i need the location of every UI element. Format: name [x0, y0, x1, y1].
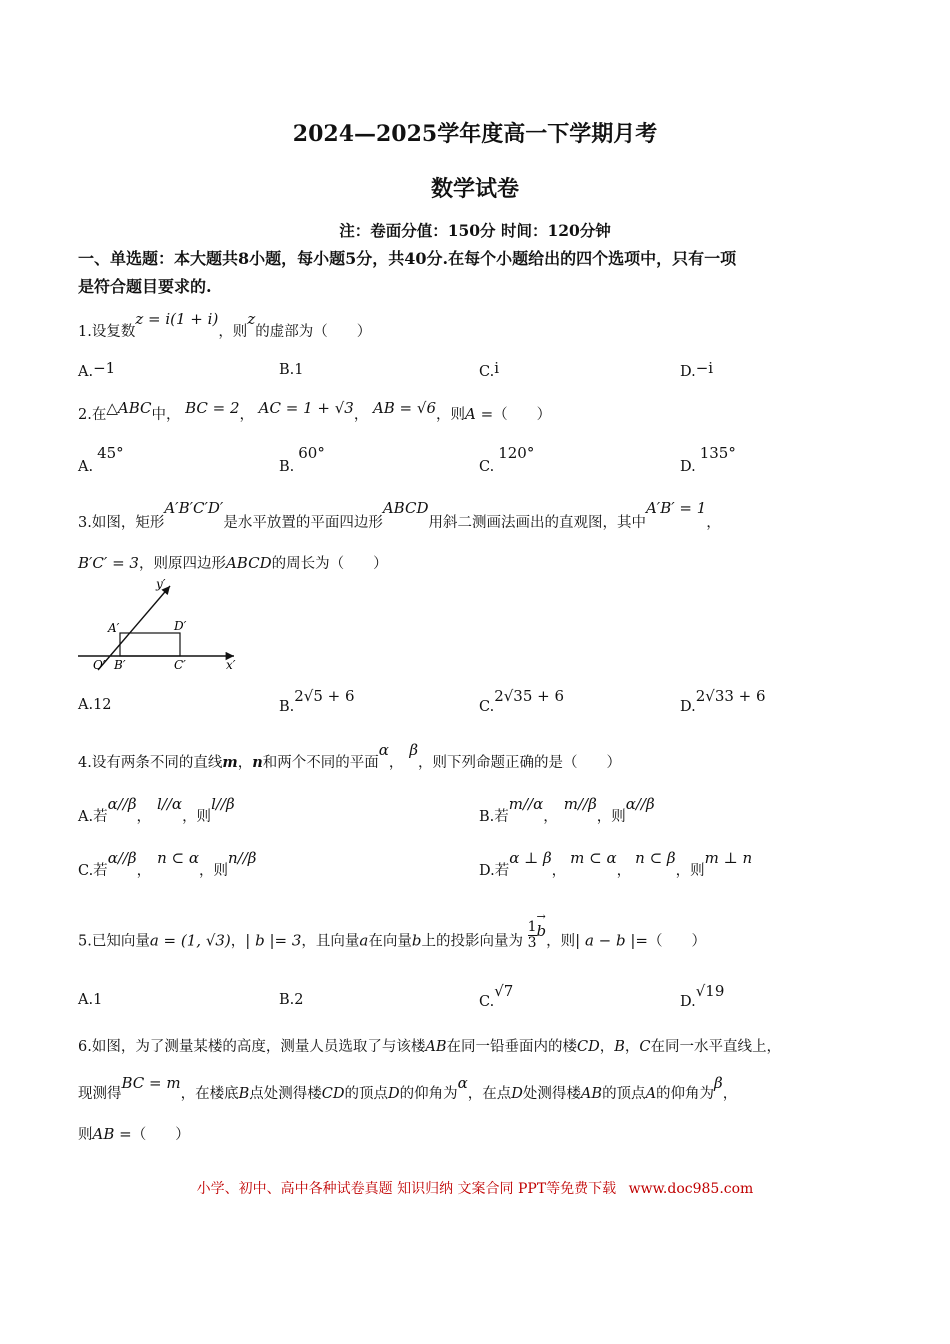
- q5-option-c[interactable]: C.√7: [479, 982, 514, 1010]
- question-3: 3.如图，矩形A′B′C′D′是水平放置的平面四边形ABCD用斜二测画法画出的直观图，其中A′B′ = 1，: [78, 499, 721, 531]
- q2-option-b[interactable]: B.60°: [279, 444, 325, 475]
- question-1: 1.设复数z = i(1 + i)，则z的虚部为（ ）: [78, 310, 372, 340]
- q5-option-d[interactable]: D.√19: [680, 982, 725, 1010]
- fig-label-y: y′: [156, 577, 166, 591]
- q4-option-b[interactable]: B.若m//α，m//β，则α//β: [479, 795, 655, 825]
- q3-option-b[interactable]: B.2√5 + 6: [279, 687, 355, 715]
- exam-note: 注：卷面分值：150分 时间：120分钟: [339, 221, 611, 240]
- q5-option-a[interactable]: A.1: [78, 992, 103, 1008]
- fig-label-a: A′: [108, 621, 120, 635]
- q2-option-a[interactable]: A.45°: [78, 444, 124, 475]
- q3-option-c[interactable]: C.2√35 + 6: [479, 687, 565, 715]
- exam-title: 2024—2025学年度高一下学期月考: [292, 121, 658, 147]
- footer-text: 小学、初中、高中各种试卷真题 知识归纳 文案合同 PPT等免费下载: [196, 1181, 617, 1197]
- vector-b: → b: [536, 909, 547, 940]
- footer-ad: [0, 1178, 950, 1198]
- fig-label-o: O′: [93, 658, 106, 672]
- q1-option-b[interactable]: B.1: [279, 362, 304, 378]
- question-4: 4.设有两条不同的直线m，n和两个不同的平面α，β，则下列命题正确的是（ ）: [78, 741, 622, 771]
- q5-option-b[interactable]: B.2: [279, 992, 304, 1008]
- question-2: 2.在△ABC中， BC = 2， AC = 1 + √3， AB = √6，则A =（ ）: [78, 399, 552, 423]
- q2-option-d[interactable]: D.135°: [680, 444, 736, 475]
- section-heading: 一、单选题：本大题共8小题，每小题5分，共40分.在每个小题给出的四个选项中，只有一项 是符合题目要求的.: [78, 249, 737, 296]
- q4-option-a[interactable]: A.若α//β，l//α，则l//β: [78, 795, 235, 825]
- fig-label-d: D′: [174, 619, 187, 633]
- question-6: 6.如图，为了测量某楼的高度，测量人员选取了与该楼AB在同一铅垂面内的楼CD，B，C在同一水平直线上，: [78, 1039, 781, 1055]
- footer-link[interactable]: www.doc985.com: [628, 1181, 754, 1197]
- question-6-line3: 则AB =（ ）: [78, 1125, 190, 1143]
- q3-option-a[interactable]: A.12: [78, 697, 112, 713]
- q1-option-d[interactable]: D.−i: [680, 359, 714, 380]
- exam-subtitle: 数学试卷: [430, 176, 519, 202]
- q1-expr: z = i(1 + i): [135, 310, 219, 328]
- projection-fraction: $\frac{1}{3}$: [527, 919, 537, 951]
- q1-option-a[interactable]: A.−1: [78, 359, 116, 380]
- q3-option-d[interactable]: D.2√33 + 6: [680, 687, 766, 715]
- question-5: 5.已知向量a = (1, √3)，| b |= 3，且向量a在向量b上的投影向量为 $\frac{1}{3}$ → b，则| a − b |=（ ）: [78, 909, 706, 951]
- q1-option-c[interactable]: C.i: [479, 359, 499, 380]
- question-6-line2: 现测得BC = m，在楼底B点处测得楼CD的顶点D的仰角为α，在点D处测得楼AB的顶点A的仰角为β，: [78, 1074, 738, 1102]
- vector-arrow-icon: →: [536, 909, 546, 923]
- fig-label-x: x′: [226, 658, 236, 672]
- fig-label-c: C′: [174, 658, 186, 672]
- q4-option-d[interactable]: D.若α ⊥ β，m ⊂ α，n ⊂ β，则m ⊥ n: [479, 849, 753, 879]
- q4-option-c[interactable]: C.若α//β，n ⊂ α，则n//β: [78, 849, 257, 879]
- q3-figure: [76, 574, 246, 674]
- q2-option-c[interactable]: C.120°: [479, 444, 535, 475]
- question-3-cont: B′C′ = 3，则原四边形ABCD的周长为（ ）: [78, 554, 388, 572]
- fig-label-b: B′: [114, 658, 126, 672]
